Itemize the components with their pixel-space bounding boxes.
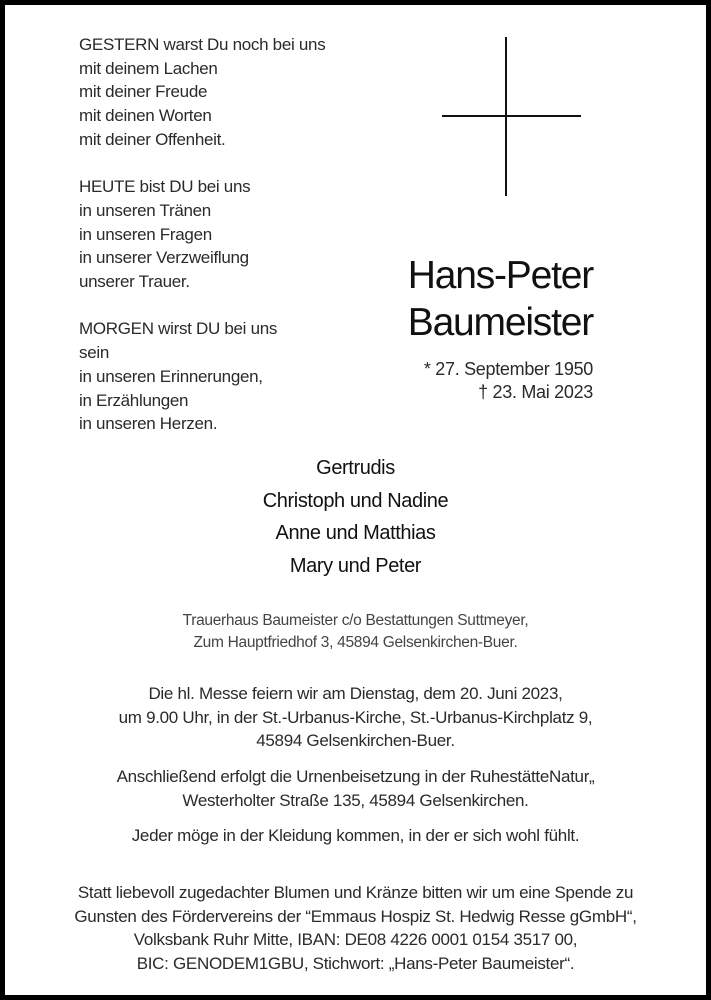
deceased-last-name: Baumeister (407, 301, 593, 344)
mass-line: Die hl. Messe feiern wir am Dienstag, dem 20. Juni 2023, (148, 684, 563, 703)
mourner: Gertrudis (316, 457, 395, 479)
life-dates (424, 358, 593, 404)
poem-line: in unserer Verzweiflung (79, 248, 249, 268)
poem-line: MORGEN wirst DU bei uns (79, 319, 278, 339)
death-date: † 23. Mai 2023 (478, 382, 593, 402)
deceased-name (408, 252, 593, 346)
poem-line: in Erzählungen (79, 390, 189, 410)
burial-info (0, 765, 711, 812)
mourning-house-address (0, 610, 711, 654)
donation-line: Gunsten des Fördervereins der “Emmaus Hospiz St. Hedwig Resse gGmbH“, (74, 906, 637, 926)
poem-line: in unseren Tränen (79, 200, 211, 220)
dress-code-note: Jeder möge in der Kleidung kommen, in der er sich wohl fühlt. (131, 826, 580, 845)
poem-line: mit deiner Freude (79, 82, 208, 102)
poem-stanza-morgen (79, 317, 325, 436)
mass-info (0, 682, 711, 753)
mourner: Mary und Peter (289, 554, 422, 577)
poem-stanza-gestern (79, 33, 325, 152)
donation-line: Statt liebevoll zugedachter Blumen und Kränze bitten wir um eine Spende zu (77, 883, 634, 902)
donation-line: BIC: GENODEM1GBU, Stichwort: „Hans-Peter Baumeister“. (136, 954, 575, 974)
poem (79, 33, 325, 460)
burial-line: Anschließend erfolgt die Urnenbeisetzung in der RuhestätteNatur„ (116, 767, 595, 786)
poem-stanza-heute (79, 175, 325, 294)
poem-line: in unseren Erinnerungen, (79, 366, 263, 386)
poem-line: mit deiner Offenheit. (79, 129, 226, 149)
poem-line: mit deinen Worten (79, 106, 212, 126)
donation-info (0, 881, 711, 976)
burial-line: Westerholter Straße 135, 45894 Gelsenkirchen. (182, 790, 529, 810)
address-line: Zum Hauptfriedhof 3, 45894 Gelsenkirchen-Buer. (193, 634, 518, 651)
poem-line: GESTERN warst Du noch bei uns (79, 35, 326, 54)
mass-line: 45894 Gelsenkirchen-Buer. (256, 731, 455, 750)
donation-line: Volksbank Ruhr Mitte, IBAN: DE08 4226 0001 0154 3517 00, (133, 930, 578, 950)
poem-line: unserer Trauer. (79, 272, 190, 292)
deceased-first-name: Hans-Peter (407, 254, 593, 297)
birth-date: * 27. September 1950 (423, 359, 593, 379)
mourner: Anne und Matthias (275, 522, 436, 544)
address-line: Trauerhaus Baumeister c/o Bestattungen Suttmeyer, (182, 612, 529, 629)
poem-line: in unseren Herzen. (79, 414, 218, 434)
family-mourners (0, 452, 711, 582)
poem-line: sein (79, 343, 109, 363)
poem-line: in unseren Fragen (79, 224, 212, 244)
mourner: Christoph und Nadine (262, 489, 449, 512)
poem-line: mit deinem Lachen (79, 58, 218, 78)
mass-line: um 9.00 Uhr, in der St.-Urbanus-Kirche, St.-Urbanus-Kirchplatz 9, (118, 707, 593, 727)
poem-line: HEUTE bist DU bei uns (79, 177, 251, 197)
cross-horizontal-bar (442, 115, 581, 117)
